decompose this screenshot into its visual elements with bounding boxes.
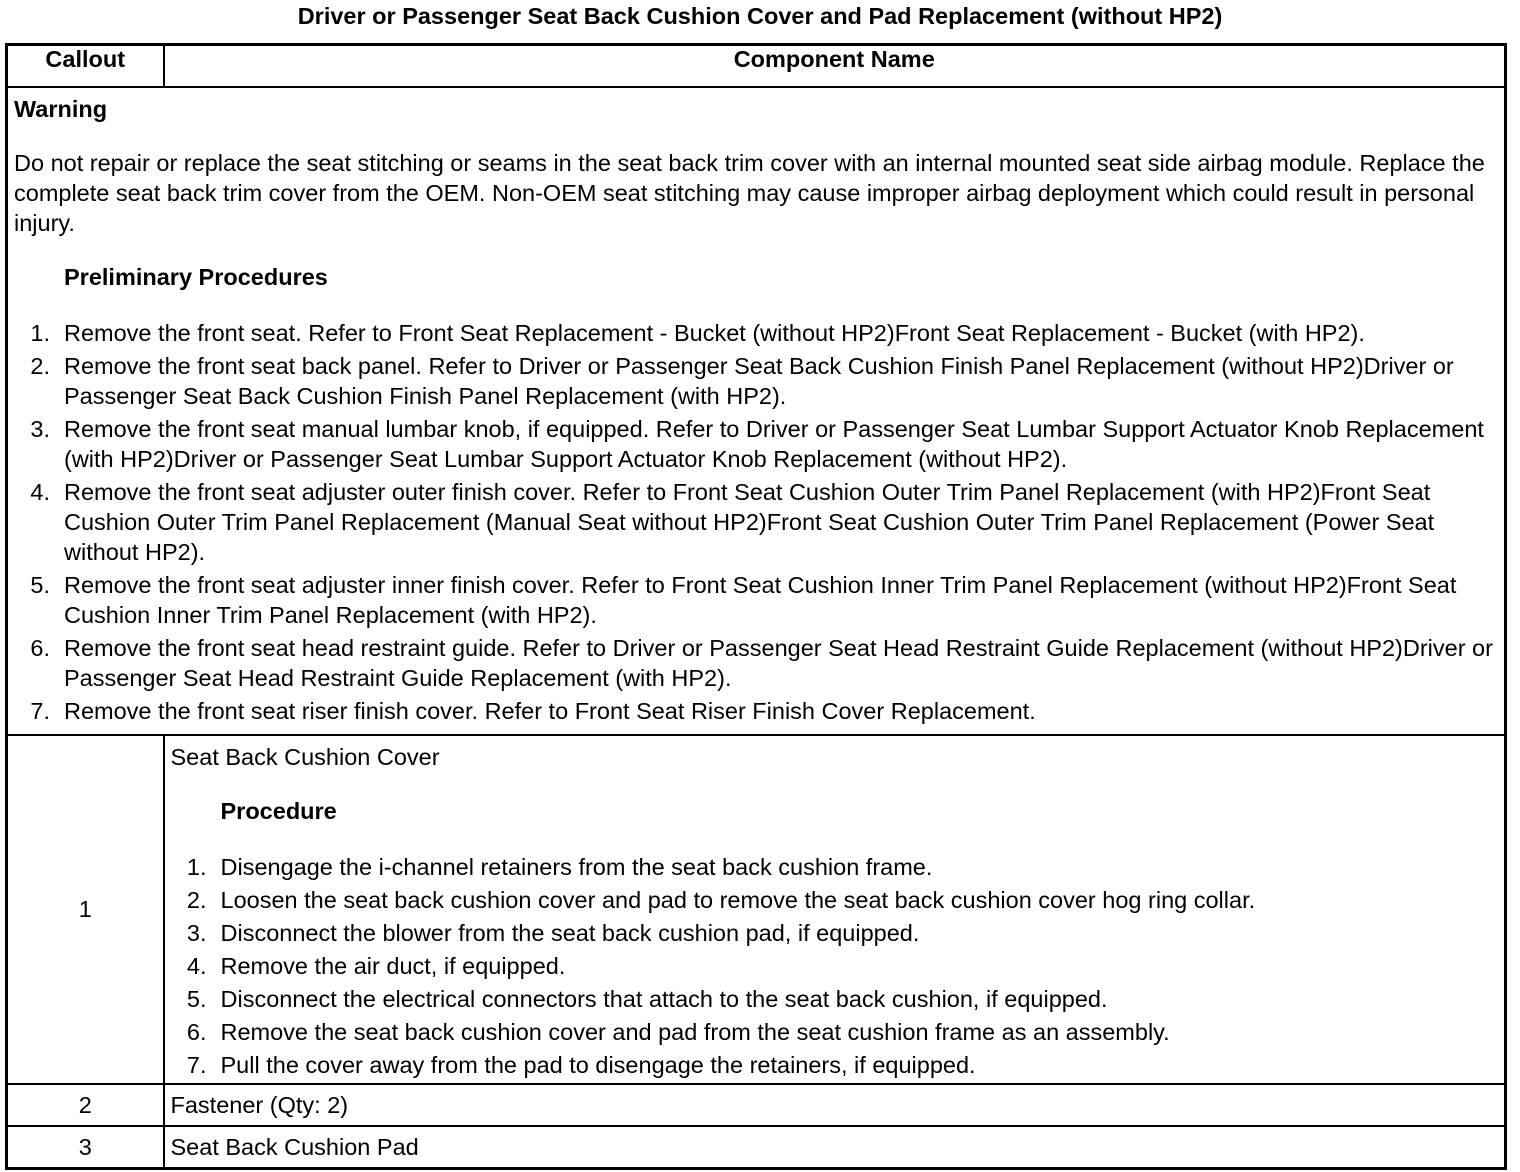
table-header-row — [7, 45, 1506, 88]
callout-cell: 1 — [7, 735, 164, 1084]
step-text: Remove the front seat adjuster inner finish cover. Refer to Front Seat Cushion Inner Trim Panel Replacement (without HP2)Front Seat Cushion Inner Trim Panel Replacement (with HP2). — [64, 572, 1457, 628]
warning-row — [7, 87, 1506, 735]
procedure-steps-list — [171, 852, 1499, 1080]
callout-header: Callout — [7, 45, 164, 88]
warning-cell — [7, 87, 1506, 735]
list-item — [171, 918, 1499, 948]
list-item — [171, 951, 1499, 981]
procedure-heading: Procedure — [220, 798, 337, 824]
table-row — [7, 1126, 1506, 1169]
list-item — [14, 351, 1498, 411]
component-name: Fastener (Qty: 2) — [164, 1084, 1506, 1126]
component-name-header: Component Name — [164, 45, 1506, 88]
step-number: 2. — [186, 887, 207, 913]
preliminary-steps-list — [14, 318, 1498, 726]
preliminary-procedures-heading: Preliminary Procedures — [64, 264, 328, 290]
step-number: 1. — [186, 854, 207, 880]
list-item — [14, 696, 1498, 726]
step-number: 6. — [186, 1019, 207, 1045]
step-number: 5. — [30, 572, 50, 598]
step-text: Remove the front seat riser finish cover. Refer to Front Seat Riser Finish Cover Replacement. — [64, 698, 1036, 724]
list-item — [14, 318, 1498, 348]
component-cell — [164, 735, 1506, 1084]
table-row — [7, 735, 1506, 1084]
step-text: Remove the front seat back panel. Refer to Driver or Passenger Seat Back Cushion Finish Panel Replacement (without HP2)Driver or Passenger Seat Back Cushion Finish Panel Replacement (with HP2). — [64, 353, 1454, 409]
warning-text: Do not repair or replace the seat stitching or seams in the seat back trim cover with an internal mounted seat side airbag module. Replace the complete seat back trim cover from the OEM. Non-OEM seat stitching may cause improper airbag deployment which could result in personal injury. — [14, 150, 1485, 236]
warning-label: Warning — [14, 96, 108, 122]
step-text: Remove the front seat manual lumbar knob, if equipped. Refer to Driver or Passenger Seat Lumbar Support Actuator Knob Replacement (with HP2)Driver or Passenger Seat Lumbar Support Actuator Knob Replacement (without HP2). — [64, 416, 1484, 472]
step-number: 7. — [186, 1052, 207, 1078]
step-number: 6. — [30, 635, 50, 661]
list-item — [171, 885, 1499, 915]
component-table — [5, 43, 1507, 1170]
callout-cell: 3 — [7, 1126, 164, 1169]
list-item — [171, 1050, 1499, 1080]
step-number: 7. — [30, 698, 50, 724]
step-text: Disengage the i-channel retainers from the seat back cushion frame. — [220, 854, 933, 880]
step-text: Remove the air duct, if equipped. — [220, 953, 566, 979]
step-number: 2. — [30, 353, 50, 379]
component-name: Seat Back Cushion Pad — [164, 1126, 1506, 1169]
step-text: Loosen the seat back cushion cover and pad to remove the seat back cushion cover hog ring collar. — [220, 887, 1256, 913]
document-title: Driver or Passenger Seat Back Cushion Cover and Pad Replacement (without HP2) — [297, 3, 1223, 29]
table-row — [7, 1084, 1506, 1126]
step-number: 3. — [30, 416, 50, 442]
callout-cell: 2 — [7, 1084, 164, 1126]
step-number: 4. — [186, 953, 207, 979]
step-text: Disconnect the electrical connectors that attach to the seat back cushion, if equipped. — [220, 986, 1108, 1012]
step-text: Pull the cover away from the pad to disengage the retainers, if equipped. — [220, 1052, 976, 1078]
step-number: 3. — [186, 920, 207, 946]
list-item — [171, 1017, 1499, 1047]
step-number: 4. — [30, 479, 50, 505]
list-item — [14, 414, 1498, 474]
step-text: Remove the front seat. Refer to Front Seat Replacement - Bucket (without HP2)Front Seat Replacement - Bucket (with HP2). — [64, 320, 1365, 346]
list-item — [14, 477, 1498, 567]
list-item — [14, 570, 1498, 630]
step-text: Remove the front seat adjuster outer finish cover. Refer to Front Seat Cushion Outer Trim Panel Replacement (with HP2)Front Seat Cushion Outer Trim Panel Replacement (Manual Seat without HP2)Front Seat Cushion Outer Trim Panel Replacement (Power Seat without HP2). — [64, 479, 1435, 565]
list-item — [14, 633, 1498, 693]
component-name: Seat Back Cushion Cover — [170, 744, 440, 770]
step-number: 1. — [30, 320, 50, 346]
step-text: Remove the front seat head restraint guide. Refer to Driver or Passenger Seat Head Restraint Guide Replacement (without HP2)Driver or Passenger Seat Head Restraint Guide Replacement (with HP2). — [64, 635, 1493, 691]
list-item — [171, 852, 1499, 882]
step-text: Remove the seat back cushion cover and pad from the seat cushion frame as an assembly. — [220, 1019, 1170, 1045]
step-number: 5. — [186, 986, 207, 1012]
list-item — [171, 984, 1499, 1014]
step-text: Disconnect the blower from the seat back cushion pad, if equipped. — [220, 920, 920, 946]
